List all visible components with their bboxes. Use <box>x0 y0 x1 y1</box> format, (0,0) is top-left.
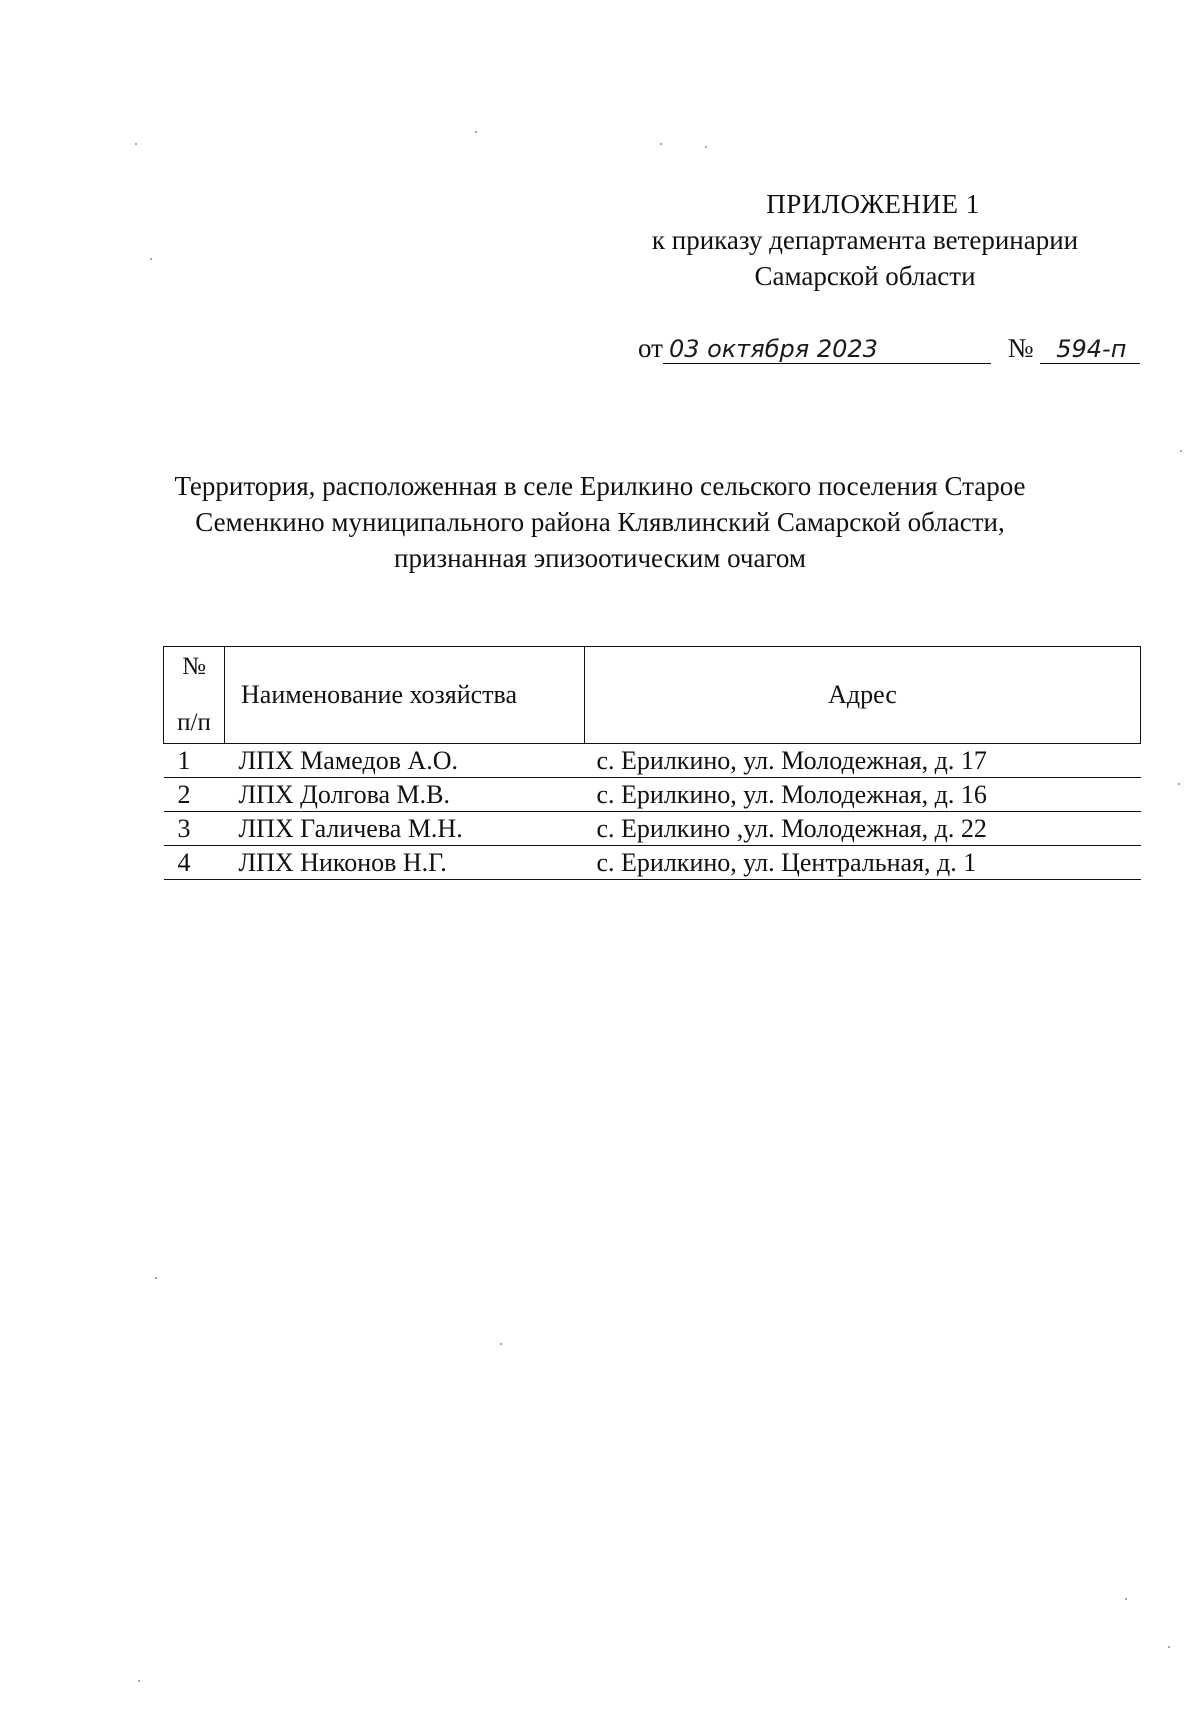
farms-table <box>163 646 1141 880</box>
appendix-region: Самарской области <box>754 261 976 291</box>
appendix-order-ref: к приказу департамента ветеринарии <box>651 225 1079 255</box>
order-date-handwritten: 03 октября 2023 <box>663 335 991 364</box>
row-address: с. Ерилкино, ул. Центральная, д. 1 <box>585 846 1141 880</box>
header-number-pp: п/п <box>177 709 211 736</box>
table-body <box>164 744 1141 880</box>
appendix-title: ПРИЛОЖЕНИЕ 1 <box>766 189 980 219</box>
subject-line-3: признанная эпизоотическим очагом <box>394 543 806 573</box>
header-number <box>164 647 225 744</box>
table-row <box>164 778 1141 812</box>
appendix-header <box>600 186 1130 294</box>
subject-line-1: Территория, расположенная в селе Ерилкино сельского поселения Старое <box>174 471 1026 501</box>
subject-line-2: Семенкино муниципального района Клявлинский Самарской области, <box>195 507 1005 537</box>
row-farm-name: ЛПХ Мамедов А.О. <box>225 744 585 778</box>
table-row <box>164 812 1141 846</box>
order-number-label: № <box>1007 333 1034 363</box>
row-address: с. Ерилкино, ул. Молодежная, д. 16 <box>585 778 1141 812</box>
header-address: Адрес <box>585 647 1141 744</box>
table-header <box>164 647 1141 744</box>
row-address: с. Ерилкино ,ул. Молодежная, д. 22 <box>585 812 1141 846</box>
row-address: с. Ерилкино, ул. Молодежная, д. 17 <box>585 744 1141 778</box>
row-number: 3 <box>164 812 225 846</box>
table-header-row <box>164 647 1141 744</box>
order-number-handwritten: 594-п <box>1040 335 1140 364</box>
row-number: 1 <box>164 744 225 778</box>
row-number: 4 <box>164 846 225 880</box>
order-from-label: от <box>638 333 663 363</box>
row-farm-name: ЛПХ Галичева М.Н. <box>225 812 585 846</box>
document-subject <box>130 468 1070 576</box>
farms-table-wrapper <box>163 646 1141 880</box>
table-row <box>164 744 1141 778</box>
row-farm-name: ЛПХ Никонов Н.Г. <box>225 846 585 880</box>
table-row <box>164 846 1141 880</box>
header-number-symbol: № <box>182 653 206 680</box>
header-farm-name: Наименование хозяйства <box>225 647 585 744</box>
row-number: 2 <box>164 778 225 812</box>
row-farm-name: ЛПХ Долгова М.В. <box>225 778 585 812</box>
order-date-number <box>638 330 1140 366</box>
